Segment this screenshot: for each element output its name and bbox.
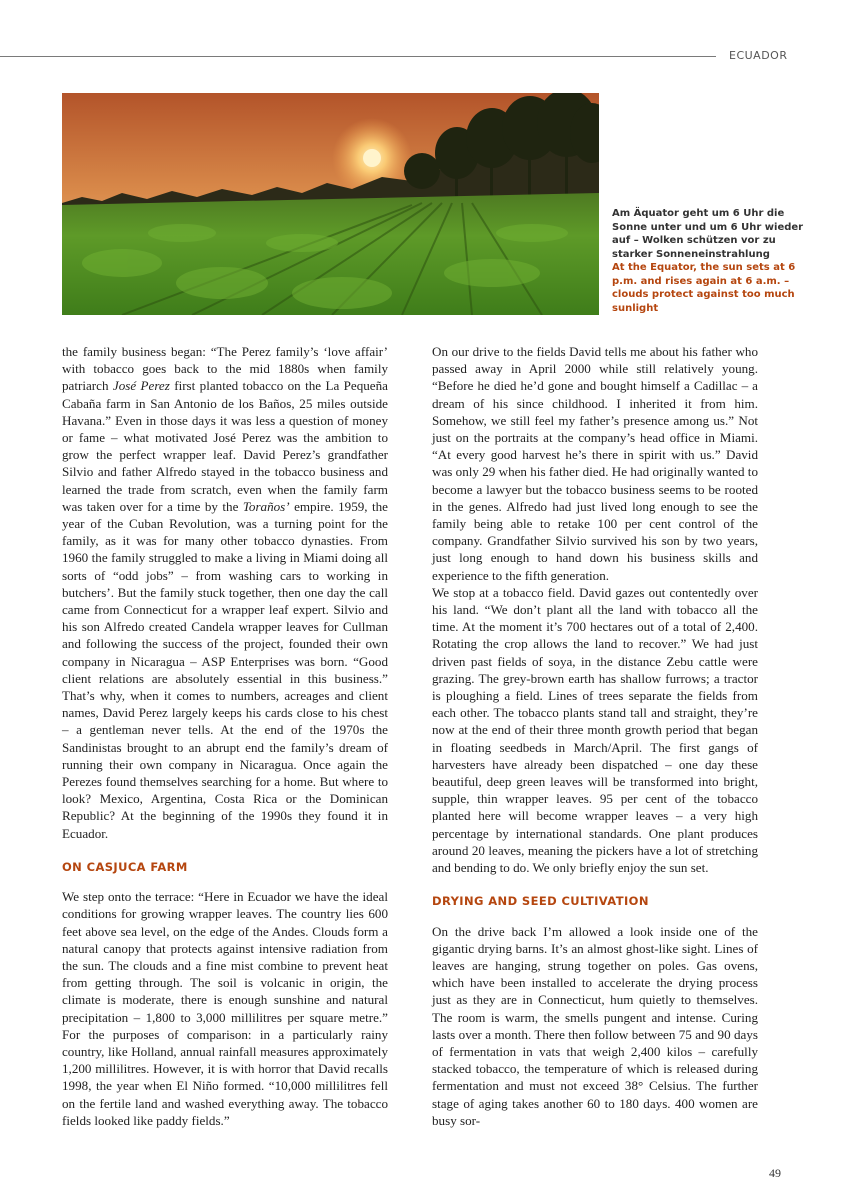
paragraph: On the drive back I’m allowed a look inside one of the gigantic drying barns. It’s an almost ghost-like sight. Lines of leaves are hanging, strung together on poles. Gas ovens, which have been installed to accelerate the drying process just as they are in Connecticut, hum quietly to themselves. The room is warm, the smells pungent and intense. Curing lasts over a month. There then follow between 75 and 90 days of fermentation in vats that weigh 2,400 kilos – carefully stacked tobacco, the temperature of which is released during fermentation and must not exceed 38° Celsius. The further stage of aging takes another 60 to 180 days. 400 women are busy sor-	[432, 923, 758, 1128]
left-column	[62, 343, 388, 1129]
page-number: 49	[769, 1166, 781, 1180]
paragraph: the family business began: “The Perez family’s ‘love affair’ with tobacco goes back to the mid 1880s when family patriarch José Perez first planted tobacco on the La Pequeña Cabaña farm in San Antonio de los Baños, 25 miles outside Havana.” Even in those days it was less a question of money or fame – what motivated José Perez was the ambition to grow the perfect wrapper leaf. David Perez’s grandfather Silvio and father Alfredo stayed in the tobacco business and learned the trade from scratch, even when the family farm was taken over for a time by the Toraños’ empire. 1959, the year of the Cuban Revolution, was a turning point for the family, as it was for many other tobacco dynasties. From 1960 the family struggled to make a living in Miami doing all sorts of “odd jobs” – from washing cars to working in butchers’. But the family stuck together, then one day the call came from Connecticut for a wrapper leaf expert. Silvio and his son Alfredo created Candela wrapper leaves for Cullman and following the success of the project, founded their own company in Nicaragua – ASP Enterprises was born. “Good client relations are absolutely essential in this business.” That’s why, when it comes to numbers, acreages and client names, David Perez largely keeps his cards close to his chest – a gentleman never tells. At the end of the 1970s the Sandinistas brought to an abrupt end the family’s dream of running their own company in Nicaragua. Once again the Perezes found themselves searching for a home. But where to look? Mexico, Argentina, Costa Rica or the Dominican Republic? At the beginning of the 1990s they found it in Ecuador.	[62, 344, 388, 841]
paragraph: We stop at a tobacco field. David gazes out contentedly over his land. “We don’t plant all the land with tobacco all the time. At the moment it’s 700 hectares out of a total of 2,400. Rotating the crop allows the land to recover.” We had just driven past fields of soya, in the distance Zebu cattle were grazing. The grey-brown earth has shallow furrows; a tractor is ploughing a field. Lines of trees separate the fields from each other. The tobacco plants stand tall and straight, they’re now at the end of their three month growth period that began in floating seedbeds in March/April. The first gangs of harvesters have already been dispatched – one day these beautiful, deep green leaves will be transformed into bright, supple, thin wrapper leaves. 95 per cent of the tobacco planted here will become wrapper leaves – a very high percentage by international standards. One plant produces around 20 leaves, meaning the pickers have a lot of stretching and bending to do. We only briefly enjoy the sun set.	[432, 584, 758, 876]
section-heading: DRYING AND SEED CULTIVATION	[432, 894, 649, 909]
tobacco-field-photo	[62, 93, 599, 315]
paragraph: We step onto the terrace: “Here in Ecuador we have the ideal conditions for growing wrapper leaves. The country lies 600 feet above sea level, on the edge of the Andes. Clouds form a natural canopy that protects against intensive radiation from the sun. The clouds and a fine mist combine to prevent heat from getting through. The soil is volcanic in origin, the climate is moderate, there is enough sunshine and natural precipitation – 1,800 to 3,000 millilitres per square metre.” For the purposes of comparison: in a particularly rainy country, like Holland, annual rainfall measures approximately 1,200 millilitres. However, it is with horror that David recalls 1998, the year when El Niño formed. “10,000 millilitres fell on the fertile land and washed everything away. The tobacco fields looked like paddy fields.”	[62, 889, 388, 1128]
caption-german: Am Äquator geht um 6 Uhr die Sonne unter und um 6 Uhr wieder auf – Wolken schützen vor zu starker Sonneneinstrahlung	[612, 208, 804, 260]
section-heading: ON CASJUCA FARM	[62, 859, 188, 874]
section-label: ECUADOR	[729, 49, 788, 62]
header-rule	[0, 56, 716, 57]
paragraph: On our drive to the fields David tells me about his father who passed away in April 2000 while still relatively young. “Before he died he’d gone and bought himself a Cadillac – a dream of his since childhood. I inherited it from him. Somehow, we still feel my father’s presence among us.” Not just on the portraits at the company’s head office in Miami. “At every good harvest he’s there in spirit with us.” David was only 29 when his father died. He had originally wanted to become a lawyer but the tobacco business seems to be rooted in the genes. Alfredo had just lived long enough to see the family being able to retake 100 per cent control of the company. Grandfather Silvio survived his son by two years, just long enough to hand down his business skills and experience to the fifth generation.	[432, 344, 758, 583]
photo-caption	[612, 207, 812, 315]
caption-english: At the Equator, the sun sets at 6 p.m. and rises again at 6 a.m. – clouds protect against too much sunlight	[612, 262, 796, 314]
right-column	[432, 343, 758, 1129]
